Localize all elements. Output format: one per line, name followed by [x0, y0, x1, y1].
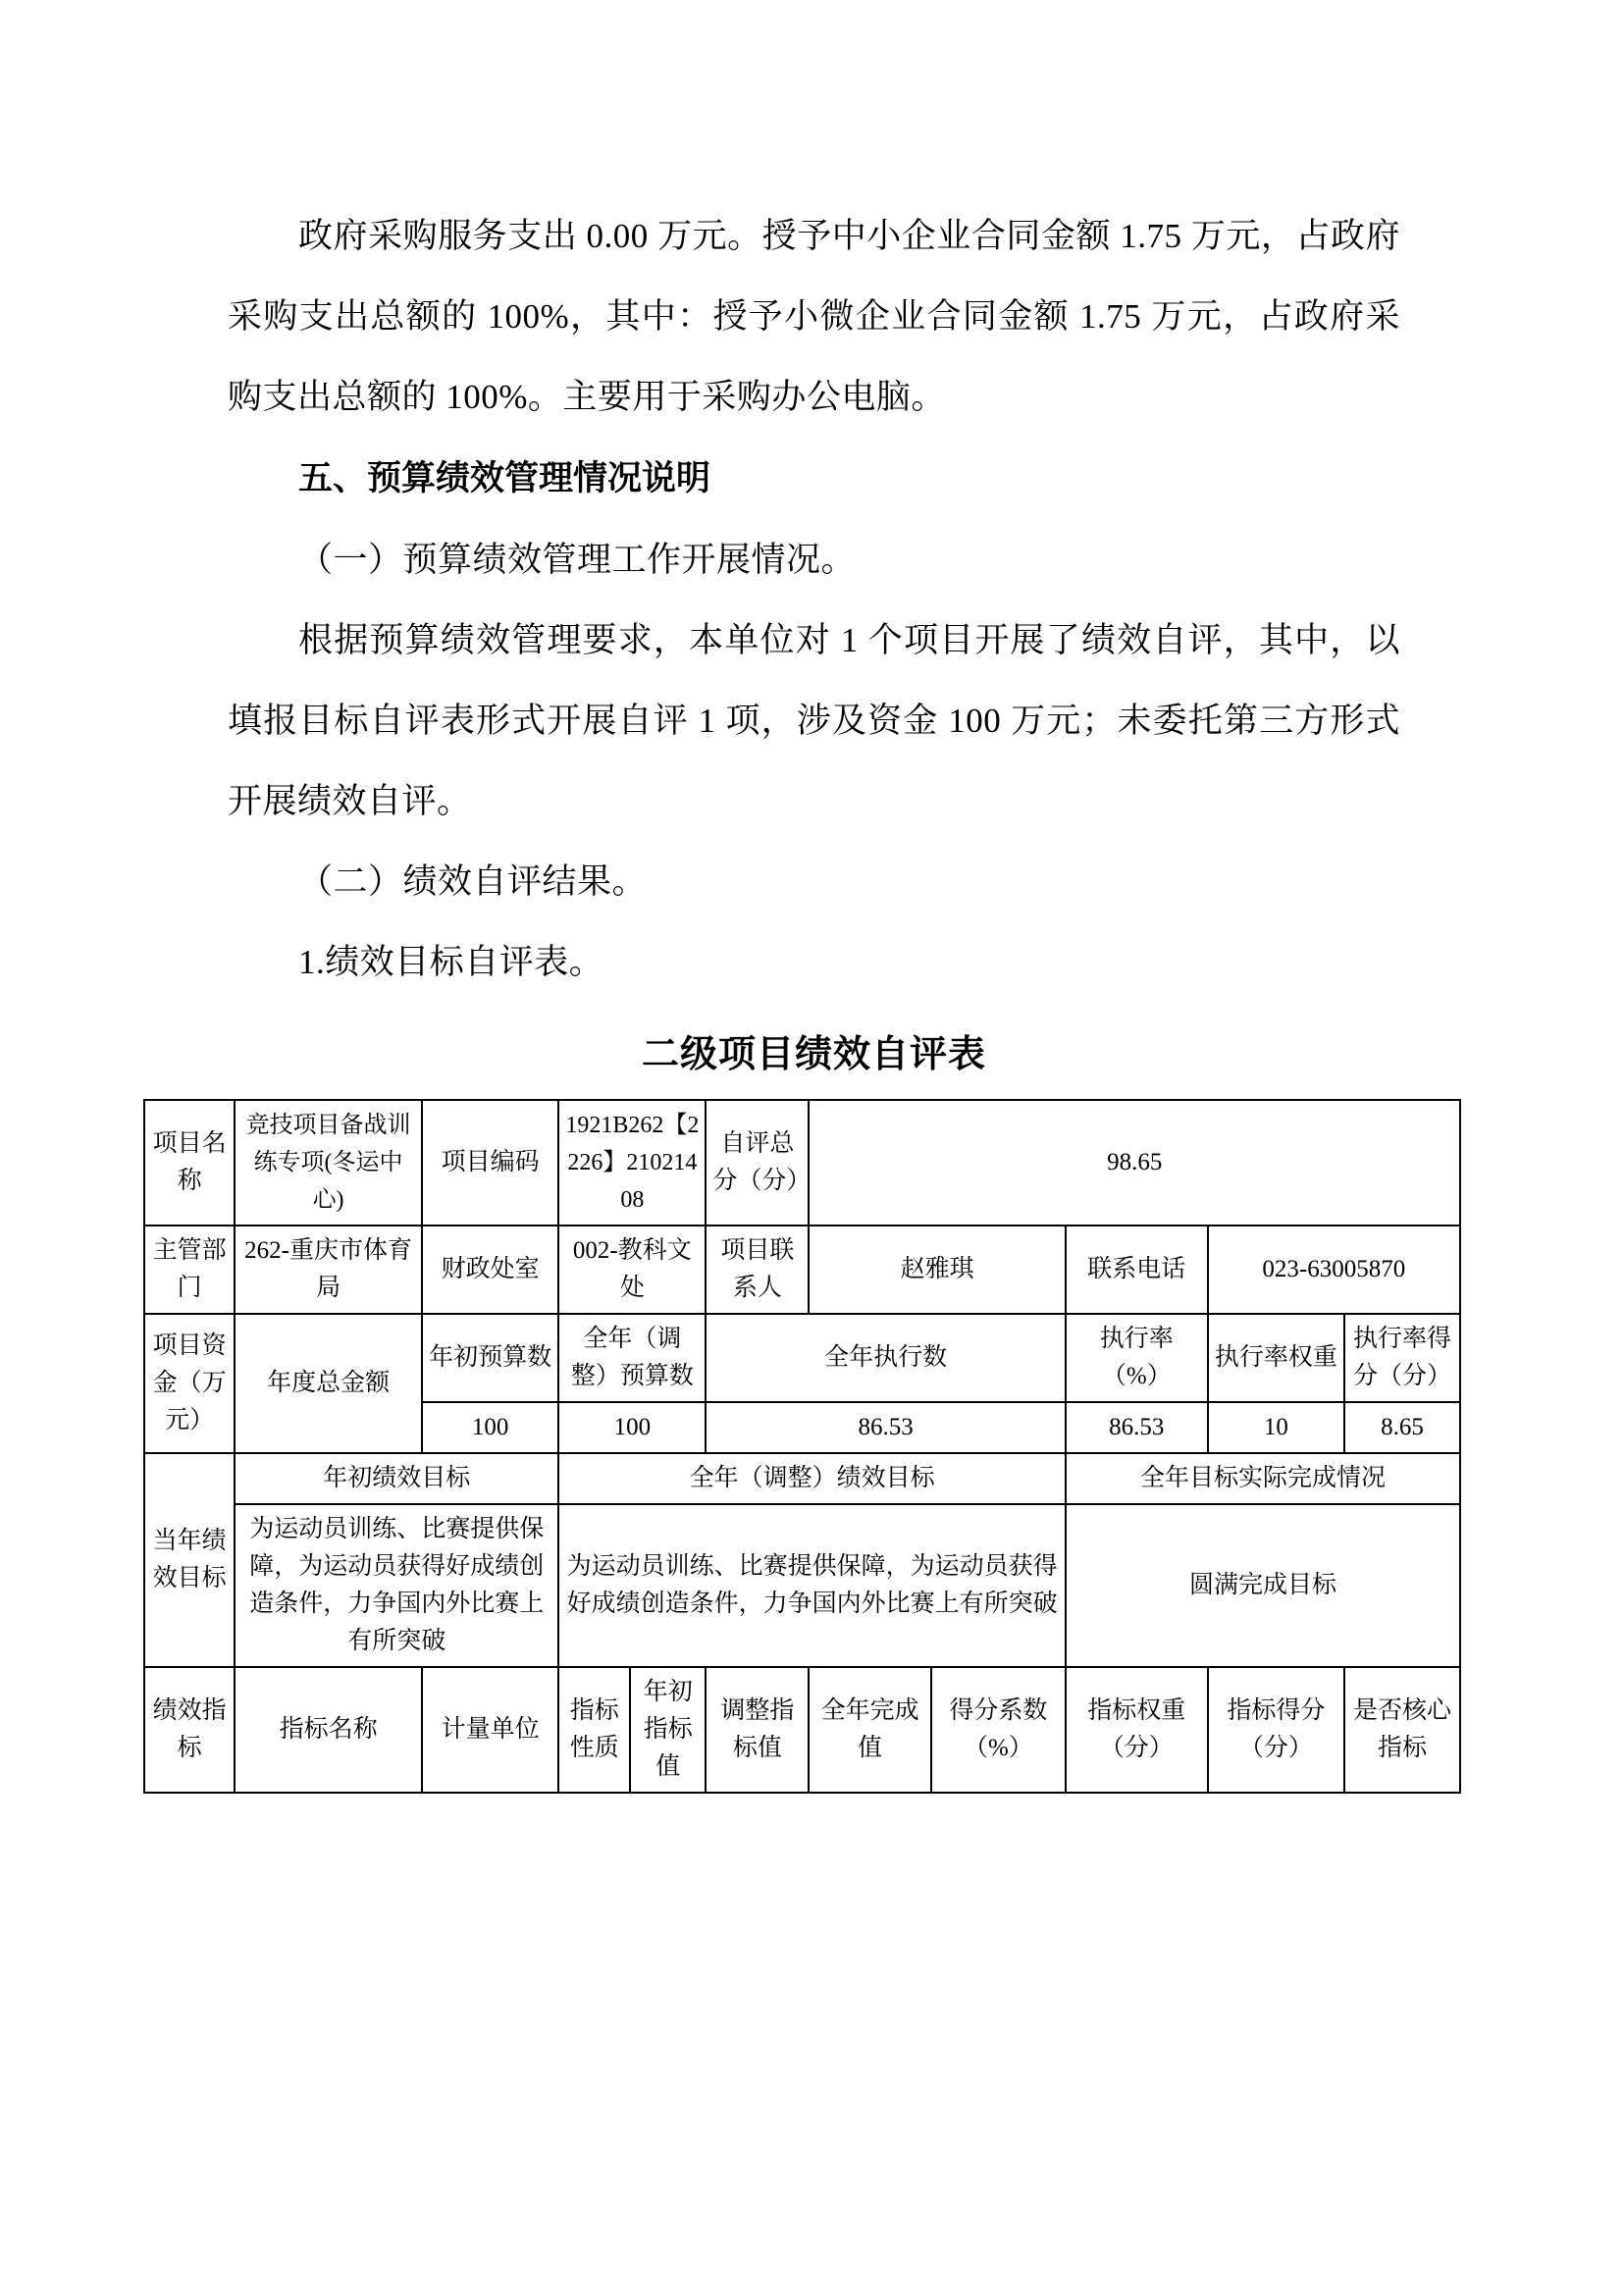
- cell-label-project-code: 项目编码: [422, 1100, 558, 1226]
- cell-label-dept: 主管部门: [144, 1226, 235, 1314]
- cell-header-executed: 全年执行数: [706, 1314, 1066, 1402]
- cell-label-phone: 联系电话: [1066, 1226, 1208, 1314]
- cell-header-adjusted-budget: 全年（调整）预算数: [558, 1314, 706, 1402]
- cell-header-year-value: 全年完成值: [809, 1667, 930, 1793]
- cell-header-initial-value: 年初指标值: [630, 1667, 706, 1793]
- paragraph-procurement: 政府采购服务支出 0.00 万元。授予中小企业合同金额 1.75 万元，占政府采购支出总额的 100%，其中：授予小微企业合同金额 1.75 万元，占政府采购支出总额的 100%。主要用于采购办公电脑。: [228, 217, 1400, 416]
- cell-header-initial-budget: 年初预算数: [422, 1314, 558, 1402]
- cell-header-exec-weight: 执行率权重: [1208, 1314, 1344, 1402]
- cell-label-self-score: 自评总分（分）: [706, 1100, 809, 1226]
- cell-header-adjusted-value: 调整指标值: [706, 1667, 809, 1793]
- cell-dept: 262-重庆市体育局: [235, 1226, 422, 1314]
- cell-label-funds: 项目资金（万元）: [144, 1314, 235, 1453]
- cell-value-adjusted-budget: 100: [558, 1402, 706, 1453]
- cell-project-name: 竞技项目备战训练专项(冬运中心): [235, 1100, 422, 1226]
- table-title: 二级项目绩效自评表: [641, 1034, 986, 1075]
- cell-contact: 赵雅琪: [809, 1226, 1066, 1314]
- cell-phone: 023-63005870: [1208, 1226, 1460, 1314]
- paragraph-self-evaluation-detail: 根据预算绩效管理要求，本单位对 1 个项目开展了绩效自评，其中，以填报目标自评表形式开展自评 1 项，涉及资金 100 万元；未委托第三方形式开展绩效自评。: [228, 621, 1400, 820]
- cell-value-executed: 86.53: [706, 1402, 1066, 1453]
- cell-value-actual-completion: 圆满完成目标: [1066, 1504, 1460, 1667]
- table-row-indicator-header: [144, 1667, 1460, 1793]
- cell-header-is-core: 是否核心指标: [1344, 1667, 1460, 1793]
- cell-value-exec-score: 8.65: [1344, 1402, 1460, 1453]
- paragraph-list-item-1: 1.绩效目标自评表。: [298, 943, 604, 981]
- cell-header-weight: 指标权重（分）: [1066, 1667, 1208, 1793]
- cell-header-unit: 计量单位: [422, 1667, 558, 1793]
- table-row-funds-header: [144, 1314, 1460, 1402]
- cell-value-exec-rate: 86.53: [1066, 1402, 1208, 1453]
- cell-header-exec-rate: 执行率（%）: [1066, 1314, 1208, 1402]
- cell-header-nature: 指标性质: [558, 1667, 630, 1793]
- table-row-department: [144, 1226, 1460, 1314]
- cell-value-adjusted-goal: 为运动员训练、比赛提供保障，为运动员获得好成绩创造条件，力争国内外比赛上有所突破: [558, 1504, 1066, 1667]
- table-row-project-name: [144, 1100, 1460, 1226]
- cell-header-coefficient: 得分系数（%）: [931, 1667, 1066, 1793]
- cell-header-total-amount: 年度总金额: [235, 1314, 422, 1453]
- table-row-goal-header: [144, 1453, 1460, 1504]
- paragraph-subsection-1: （一）预算绩效管理工作开展情况。: [298, 541, 857, 579]
- performance-self-evaluation-table: [143, 1099, 1461, 1794]
- cell-value-initial-budget: 100: [422, 1402, 558, 1453]
- cell-project-code: 1921B262【2226】21021408: [558, 1100, 706, 1226]
- cell-label-project-name: 项目名称: [144, 1100, 235, 1226]
- cell-self-score: 98.65: [809, 1100, 1460, 1226]
- cell-label-finance-office: 财政处室: [422, 1226, 558, 1314]
- cell-label-indicator: 绩效指标: [144, 1667, 235, 1793]
- paragraph-subsection-2: （二）绩效自评结果。: [298, 862, 648, 901]
- cell-finance-office: 002-教科文处: [558, 1226, 706, 1314]
- section-heading-budget-performance: 五、预算绩效管理情况说明: [298, 459, 711, 497]
- cell-header-adjusted-goal: 全年（调整）绩效目标: [558, 1453, 1066, 1504]
- table-row-goal-values: [144, 1504, 1460, 1667]
- cell-label-year-goal: 当年绩效目标: [144, 1453, 235, 1667]
- cell-header-initial-goal: 年初绩效目标: [235, 1453, 558, 1504]
- cell-header-exec-score: 执行率得分（分）: [1344, 1314, 1460, 1402]
- cell-value-exec-weight: 10: [1208, 1402, 1344, 1453]
- cell-value-initial-goal: 为运动员训练、比赛提供保障，为运动员获得好成绩创造条件，力争国内外比赛上有所突破: [235, 1504, 558, 1667]
- document-content: [152, 196, 1451, 1794]
- cell-header-indicator-name: 指标名称: [235, 1667, 422, 1793]
- cell-label-contact: 项目联系人: [706, 1226, 809, 1314]
- cell-header-score: 指标得分（分）: [1208, 1667, 1344, 1793]
- cell-header-actual-completion: 全年目标实际完成情况: [1066, 1453, 1460, 1504]
